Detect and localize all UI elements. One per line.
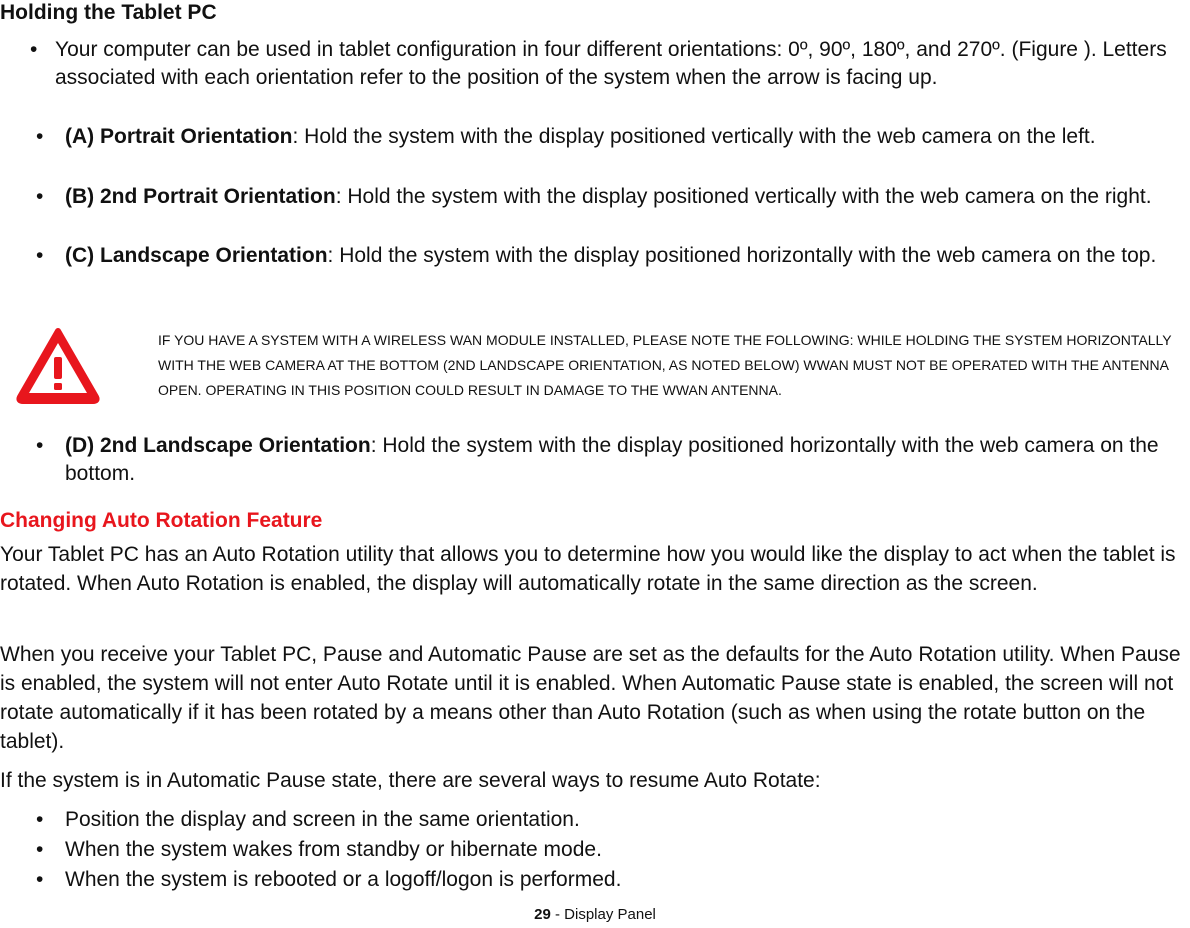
intro-bullet xyxy=(30,36,1190,92)
section-title-auto-rotation: Changing Auto Rotation Feature xyxy=(0,509,323,532)
bullet-icon: • xyxy=(36,244,44,267)
orientation-text: : Hold the system with the display positioned vertically with the web camera on the left. xyxy=(292,125,1096,148)
paragraph: When you receive your Tablet PC, Pause and Automatic Pause are set as the defaults for the Auto Rotation utility. When Pause is enabled, the system will not enter Auto Rotate until it is enabled. When Automatic Pause state is enabled, the screen will not rotate automatically if it has been rotated by a means other than Auto Rotation (such as when using the rotate button on the tablet). xyxy=(0,643,1181,753)
list-item xyxy=(36,866,1190,894)
page-footer xyxy=(0,906,1190,923)
orientation-item xyxy=(36,242,1190,270)
orientation-label: (D) 2nd Landscape Orientation xyxy=(65,434,371,457)
footer-separator: - xyxy=(550,906,565,923)
list-item-text: Position the display and screen in the same orientation. xyxy=(65,808,580,831)
orientation-label: (C) Landscape Orientation xyxy=(65,244,328,267)
orientation-text: : Hold the system with the display positioned horizontally with the web camera on the top. xyxy=(327,244,1157,267)
warning-triangle-icon xyxy=(14,325,102,405)
bullet-icon: • xyxy=(36,434,44,457)
section-title-holding: Holding the Tablet PC xyxy=(0,1,217,24)
orientation-item xyxy=(36,183,1190,211)
orientation-label: (B) 2nd Portrait Orientation xyxy=(65,185,336,208)
list-item xyxy=(36,836,1190,864)
bullet-icon: • xyxy=(36,808,44,831)
bullet-icon: • xyxy=(30,38,38,61)
intro-text: Your computer can be used in tablet configuration in four different orientations: 0º, 90º, 180º, and 270º. (Figure ). Letters associated with each orientation refer to the position of the system when the arrow is facing up. xyxy=(55,38,1167,89)
footer-section: Display Panel xyxy=(564,906,656,923)
page-number: 29 xyxy=(534,906,551,923)
bullet-icon: • xyxy=(36,185,44,208)
orientation-text: : Hold the system with the display positioned horizontally with the web camera on the bottom. xyxy=(65,434,1159,485)
bullet-icon: • xyxy=(36,125,44,148)
bullet-icon: • xyxy=(36,868,44,891)
orientation-item xyxy=(36,123,1190,151)
list-item xyxy=(36,806,1190,834)
orientation-label: (A) Portrait Orientation xyxy=(65,125,293,148)
orientation-text: : Hold the system with the display positioned vertically with the web camera on the right. xyxy=(335,185,1152,208)
orientation-item xyxy=(36,432,1190,488)
warning-note: IF YOU HAVE A SYSTEM WITH A WIRELESS WAN MODULE INSTALLED, PLEASE NOTE THE FOLLOWING: WHILE HOLDING THE SYSTEM HORIZONTALLY WITH THE WEB CAMERA AT THE BOTTOM (2ND LANDSCAPE ORIENTATION, AS NOTED BELOW) WWAN MUST NOT BE OPERATED WITH THE ANTENNA OPEN. OPERATING IN THIS POSITION COULD RESULT IN DAMAGE TO THE WWAN ANTENNA. xyxy=(158,332,1172,398)
paragraph: Your Tablet PC has an Auto Rotation utility that allows you to determine how you would like the display to act when the tablet is rotated. When Auto Rotation is enabled, the display will automatically rotate in the same direction as the screen. xyxy=(0,543,1176,595)
bullet-icon: • xyxy=(36,838,44,861)
paragraph: If the system is in Automatic Pause state, there are several ways to resume Auto Rotate: xyxy=(0,769,821,792)
list-item-text: When the system wakes from standby or hibernate mode. xyxy=(65,838,602,861)
list-item-text: When the system is rebooted or a logoff/logon is performed. xyxy=(65,868,622,891)
